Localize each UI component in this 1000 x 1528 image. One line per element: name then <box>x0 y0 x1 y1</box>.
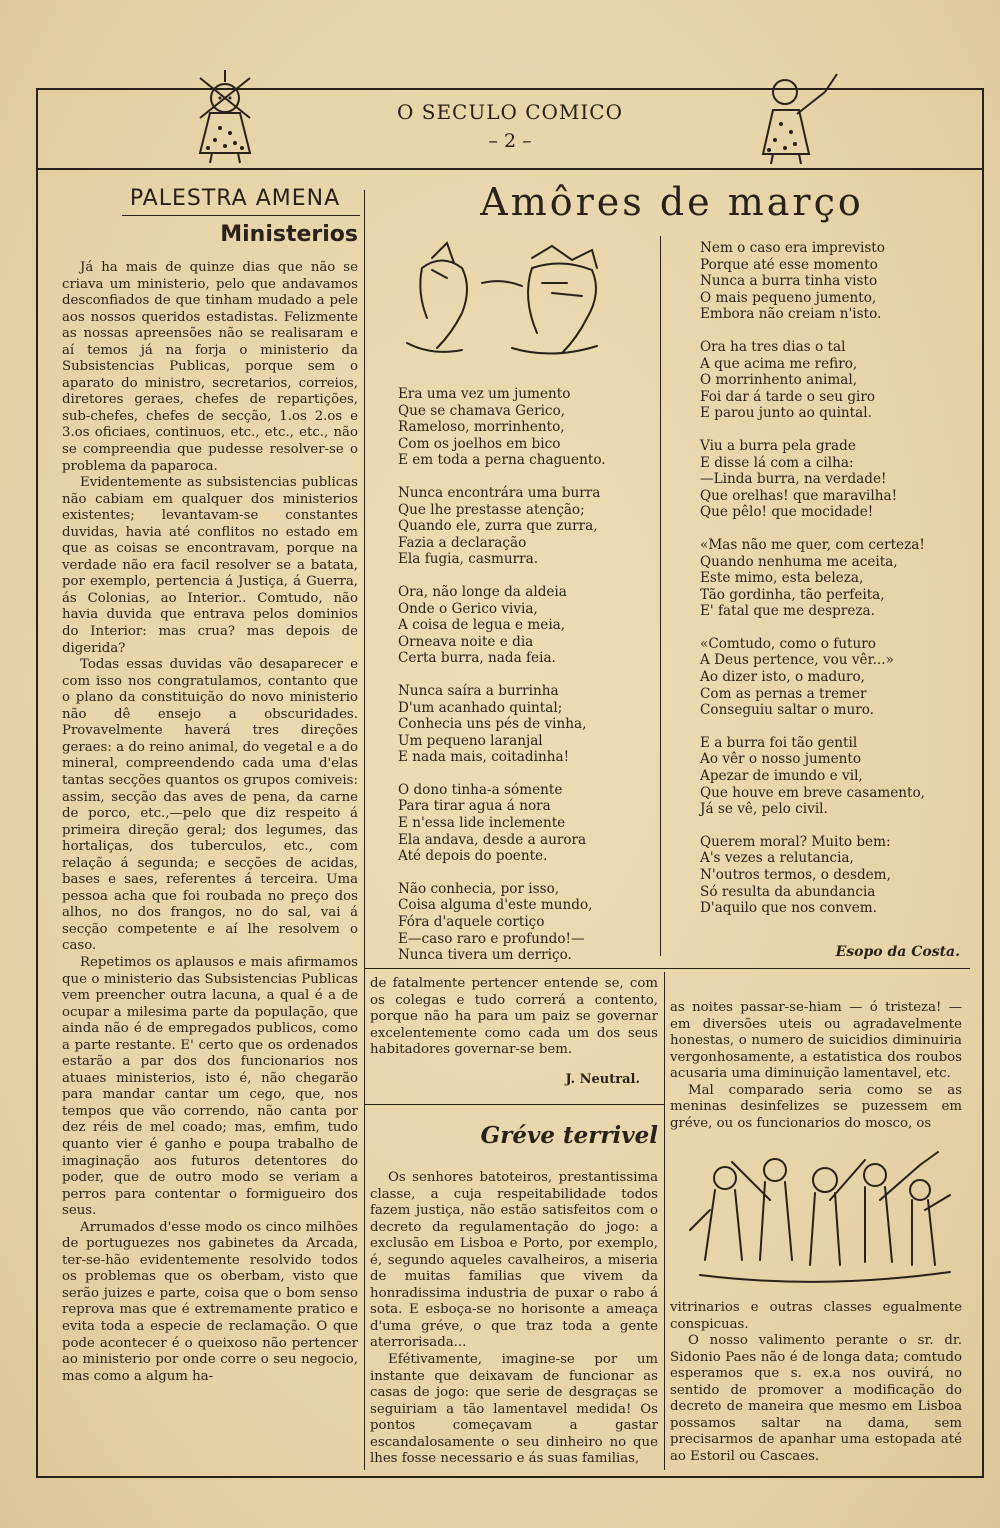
poem-stanza: O dono tinha-a sómente Para tirar agua á nora E n'essa lide inclemente Ela andava, desde a aurora Até depois do poente. <box>398 781 587 865</box>
masthead-right-doll-illustration <box>745 62 855 168</box>
article-paragraph: Efétivamente, imagine-se por um instante que deixavam de funcionar as casas de jogo: que serie de desgraças se seguiriam a tão lamentavel medida! Os pontos começavam a gastar escandalosamente o seu dinheiro no que lhes fosse necessario e ás suas familias, <box>370 1352 658 1467</box>
gamblers-illustration <box>680 1140 960 1292</box>
poem-stanza: Não conhecia, por isso, Coisa alguma d'este mundo, Fóra d'aquele cortiço E—caso raro e profundo!— Nunca tivera um derriço. <box>398 880 593 964</box>
poem-stanza: Querem moral? Muito bem: A's vezes a relutancia, N'outros termos, o desdem, Só resulta da abundancia D'aquilo que nos convem. <box>700 833 891 917</box>
article-paragraph: Mal comparado seria como se as meninas desinfelizes se puzessem em gréve, ou os funcionarios do mosco, os <box>670 1082 962 1131</box>
poem-signature: Esopo da Costa. <box>835 944 960 960</box>
poem-stanza: E a burra foi tão gentil Ao vêr o nosso jumento Apezar de imundo e vil, Que houve em breve casamento, Já se vê, pelo civil. <box>700 734 926 818</box>
masthead-left-doll-illustration <box>170 58 280 168</box>
article-paragraph: O nosso valimento perante o sr. dr. Sidonio Paes não é de longa data; comtudo esperamos que s. ex.a nos ouvirá, no sentido de promover a modificação do decreto de maneira que mesmo em Lisboa possamos saltar na dama, sem precisarmos de apanhar uma estopada até ao Estoril ou Cascaes. <box>670 1333 962 1464</box>
poem-stanza: Nunca saíra a burrinha D'um acanhado quintal; Conhecia uns pés de vinha, Um pequeno laranjal E nada mais, coitadinha! <box>398 682 587 766</box>
newspaper-title: O SECULO COMICO <box>396 100 624 124</box>
poem-stanza: Era uma vez um jumento Que se chamava Gerico, Rameloso, morrinhento, Com os joelhos em bico E em toda a perna chaguento. <box>398 386 606 469</box>
masthead-rule <box>36 168 984 170</box>
article-paragraph: vitrinarios e outras classes egualmente conspicuas. <box>670 1300 962 1332</box>
poem-stanza: Nem o caso era imprevisto Porque até esse momento Nunca a burra tinha visto O mais pequeno jumento, Embora não creiam n'isto. <box>700 240 885 323</box>
poem-stanza: Nunca encontrára uma burra Que lhe prestasse atenção; Quando ele, zurra que zurra, Fazia a declaração Ela fugia, casmurra. <box>398 484 601 568</box>
poem-stanza: Ora ha tres dias o tal A que acima me refiro, O morrinhento animal, Foi dar á tarde o seu giro E parou junto ao quintal. <box>700 338 876 422</box>
article-ministerios-body <box>62 260 358 1385</box>
poem-stanza: «Mas não me quer, com certeza! Quando nenhuma me aceita, Este mimo, esta beleza, Tão gordinha, tão perfeita, E' fatal que me despreza. <box>700 536 925 620</box>
article-signature: J. Neutral. <box>565 1072 640 1087</box>
poem-title: Amôres de março <box>480 180 864 224</box>
column-divider-left <box>364 190 365 1470</box>
article-greve-col2-bottom <box>670 1300 962 1465</box>
headline-ministerios: Ministerios <box>220 222 358 247</box>
neutral-bottom-rule <box>364 1104 664 1105</box>
article-paragraph: Arrumados d'esse modo os cinco milhões de portuguezes nos gabinetes da Arcada, ter-se-hão evidentemente resolvido todos os problemas que os oberbam, visto que serão juizes e parte, coisa que o bom senso reprova mas que é extremamente pratico e evita toda a especie de reclamação. O que pode acontecer é o queixoso não pertencer ao ministerio por onde corre o seu negocio, mas como a algum ha- <box>62 1219 358 1384</box>
article-paragraph: Os senhores batoteiros, prestantissima classe, a cuja respeitabilidade todos fazem justiça, não estão satisfeitos com o decreto da regulamentação do jogo: a exclusão em Lisboa e Porto, por exemplo, é, segundo aqueles cavalheiros, a miseria de muitas familias que vivem da honradissima industria de puxar o rabo á sota. E esboça-se no horisonte a ameaça d'uma gréve, o que traz toda a gente aterrorisada... <box>370 1170 658 1351</box>
article-paragraph: Já ha mais de quinze dias que não se criava um ministerio, pelo que andavamos desconfiados de que tinham mudado a pele aos nossos queridos estadistas. Felizmente as nossas apreensões não se realisaram e aí temos já na forja o ministerio da Subsistencias Publicas, porque sem o aparato do ministro, secretarios, correios, diretores geraes, chefes de repartições, sub-chefes, chefes de secção, 1.os 2.os e 3.os oficiaes, continuos, etc., etc., etc., não se compreendia que pudesse resolver-se o problema da paparoca. <box>62 260 358 474</box>
article-paragraph: Repetimos os aplausos e mais afirmamos que o ministerio das Subsistencias Publicas vem preencher outra lacuna, a qual é a de ocupar a milesima parte da população, que ainda não é de empregados publicos, como a parte restante. E' certo que os ordenados estarão a par dos dos funcionarios nos atuaes ministerios, isto é, não chegarão para mandar cantar um cego, que, nos tempos que vão correndo, não canta por dez réis de mel coado; mas, emfim, tudo quanto vier é ganho e poupa trabalho de imaginação aos futuros detentores do poder, que de outro modo se veriam a perros para contentar o formigueiro dos seus. <box>62 954 358 1219</box>
headline-greve: Gréve terrivel <box>480 1122 658 1149</box>
article-greve-col1 <box>370 1170 658 1468</box>
page-number: – 2 – <box>488 130 532 152</box>
section-label-palestra: PALESTRA AMENA <box>129 186 341 211</box>
poem-stanza: Viu a burra pela grade E disse lá com a cilha: —Linda burra, na verdade! Que orelhas! que maravilha! Que pêlo! que mocidade! <box>700 437 898 521</box>
column-divider-greve <box>664 972 665 1470</box>
poem-left-column <box>398 386 654 980</box>
article-paragraph: as noites passar-se-hiam — ó tristeza! — em diversões uteis ou agradavelmente honestas, o numero de suicidios diminuiria vergonhosamente, a estatistica dos roubos acusaria uma diminuição lamentavel, etc. <box>670 1000 962 1082</box>
article-greve-col2-top <box>670 1000 962 1132</box>
article-paragraph: de fatalmente pertencer entende se, com os colegas e tudo correrá a contento, porque não ha para um paiz se governar excelentemente como cada um dos seus habitadores governar-se bem. <box>370 976 658 1058</box>
column-divider-poem <box>660 236 661 956</box>
poem-stanza: «Comtudo, como o futuro A Deus pertence, vou vêr...» Ao dizer isto, o maduro, Com as pernas a tremer Conseguiu saltar o muro. <box>700 635 894 719</box>
poem-right-column <box>700 240 970 933</box>
section-label-underline <box>122 215 360 216</box>
poem-stanza: Ora, não longe da aldeia Onde o Gerico vivia, A coisa de legua e meia, Orneava noite e dia Certa burra, nada feia. <box>398 583 567 667</box>
donkeys-illustration <box>392 238 642 363</box>
article-paragraph: Todas essas duvidas vão desaparecer e com isso nos congratulamos, contanto que o plano da constituição do novo ministerio não dê ensejo a obscuridades. Provavelmente haverá tres direções geraes: a do reino animal, do vegetal e a do mineral, compreendendo cada uma d'elas tantas secções quantos os grupos comiveis: assim, secção das aves de pena, da carne de porco, etc.,—pelo que diz respeito á primeira direção geral; dos legumes, das hortaliças, dos tuberculos, etc., com relação á segunda; e secções de acidas, bases e saes, referentes á terceira. Uma pessoa acha que foi roubada no preço dos alhos, no dos frangos, no do sal, vai á secção competente e aí lhe resolvem o caso. <box>62 657 358 954</box>
article-ministerios-continuation <box>370 976 658 1059</box>
article-paragraph: Evidentemente as subsistencias publicas não cabiam em qualquer dos ministerios existentes; levantavam-se constantes duvidas, havia até conflitos no estado em que as coisas se encontravam, porque na verdade não era facil resolver se a batata, por exemplo, pertencia á Justiça, á Guerra, ás Colonias, ao Interior.. Comtudo, não havia duvida que entrava pelos dominios do Interior: mas crua? mas depois de digerida? <box>62 475 358 656</box>
